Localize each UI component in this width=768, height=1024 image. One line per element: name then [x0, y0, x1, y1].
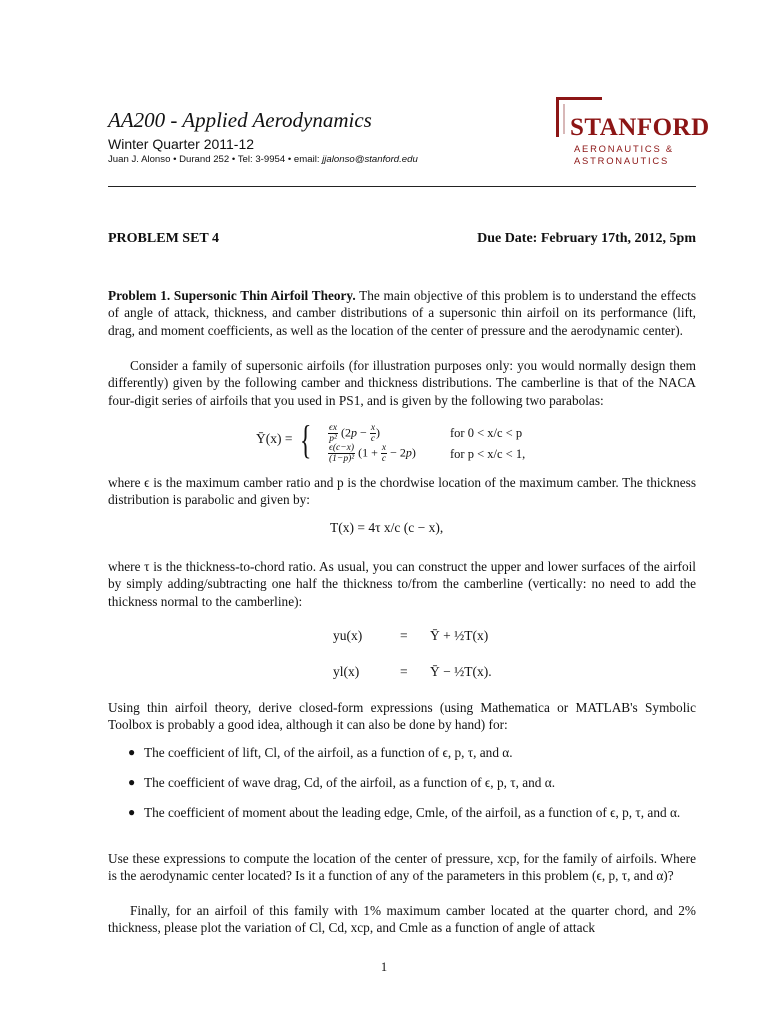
upper-surface-lhs: yu(x) — [333, 628, 363, 643]
camber-case-2: $\frac{\epsilon(c-x)}{\text{(1−p)²}}$ (1 + $\frac{x}{c}$ − 2p) — [329, 443, 416, 464]
bullet-icon: ● — [128, 745, 136, 759]
upper-equals: = — [400, 628, 408, 643]
problem1-text: The main objective of this problem is to understand the effects of angle of attack, thickness, and camber distributions of a supersonic thin airfoil on its performance (lift, drag, and moment coefficients, as well as the location of the center of pressure and the aerodynamic center). — [108, 288, 696, 338]
problem1-intro — [108, 287, 696, 339]
lower-surface-rhs: Ȳ − ½T(x). — [430, 664, 492, 679]
course-title: AA200 - Applied Aerodynamics — [108, 108, 372, 132]
camber-lhs: Ȳ(x) = — [256, 431, 293, 447]
lower-equals: = — [400, 664, 408, 679]
problem1-paragraph-4: where τ is the thickness-to-chord ratio. As usual, you can construct the upper and lower surfaces of the airfoil by simply adding/subtracting one half the thickness to/from the camberline (vertically: no need to add the thickness normal to the camberline): — [108, 559, 696, 609]
camber-case-2-condition: for p < x/c < 1, — [450, 447, 526, 461]
logo-subtitle-2: ASTRONAUTICS — [574, 155, 670, 166]
problem1-paragraph-7: Finally, for an airfoil of this family with 1% maximum camber located at the quarter chord, and 2% thickness, please plot the variation of Cl, Cd, xcp, and Cmle as a function of angle of attack — [108, 903, 696, 936]
contact-info: Juan J. Alonso • Durand 252 • Tel: 3-9954 • email: — [108, 154, 323, 165]
camber-case-1: $\frac{\epsilon x}{\text{p²}}$ (2p − $\frac{x}{c}$ ) — [329, 423, 381, 444]
bullet-icon: ● — [128, 805, 136, 819]
due-date: Due Date: February 17th, 2012, 5pm — [477, 231, 696, 246]
logo-bracket-shadow — [563, 104, 565, 134]
logo-wordmark: STANFORD — [570, 114, 710, 141]
stanford-logo — [556, 97, 710, 177]
problem1-heading: Problem 1. Supersonic Thin Airfoil Theory. — [108, 288, 356, 303]
bullet-icon: ● — [128, 775, 136, 789]
bullet-item: The coefficient of lift, Cl, of the airfoil, as a function of ϵ, p, τ, and α. — [144, 745, 513, 760]
quarter-label: Winter Quarter 2011-12 — [108, 136, 255, 152]
thickness-equation: T(x) = 4τ x/c (c − x), — [330, 520, 444, 535]
problem1-paragraph-5: Using thin airfoil theory, derive closed-form expressions (using Mathematica or MATLAB's Symbolic Toolbox is probably a good idea, although it can also be done by hand) for: — [108, 700, 696, 733]
camber-case-1-condition: for 0 < x/c < p — [450, 426, 523, 440]
camber-equation — [256, 417, 315, 462]
bullet-item: The coefficient of moment about the leading edge, Cmle, of the airfoil, as a function of ϵ, p, τ, and α. — [144, 805, 681, 820]
upper-surface-rhs: Ȳ + ½T(x) — [430, 628, 489, 643]
email-link[interactable]: jjalonso@stanford.edu — [322, 154, 418, 165]
contact-line — [108, 154, 418, 165]
problem1-paragraph-6: Use these expressions to compute the location of the center of pressure, xcp, for the family of airfoils. Where is the aerodynamic center located? Is it a function of any of the parameters in this problem (ϵ, p, τ, and α)? — [108, 851, 696, 884]
page-number: 1 — [380, 960, 388, 974]
header-divider — [108, 186, 696, 187]
logo-subtitle-1: AERONAUTICS & — [574, 143, 674, 154]
brace-icon: { — [299, 417, 312, 462]
logo-bracket-horizontal — [556, 97, 602, 100]
logo-bracket-vertical — [556, 97, 559, 137]
problem-set-title: PROBLEM SET 4 — [108, 231, 219, 246]
lower-surface-lhs: yl(x) — [333, 664, 360, 679]
bullet-item: The coefficient of wave drag, Cd, of the airfoil, as a function of ϵ, p, τ, and α. — [144, 775, 556, 790]
problem1-paragraph-2: Consider a family of supersonic airfoils (for illustration purposes only: you would normally design them differently) given by the following camber and thickness distributions. The camberline is that of the NACA four-digit series of airfoils that you used in PS1, and is given by the following two parabolas: — [108, 358, 696, 408]
problem1-paragraph-3: where ϵ is the maximum camber ratio and p is the chordwise location of the maximum camber. The thickness distribution is parabolic and given by: — [108, 475, 696, 508]
